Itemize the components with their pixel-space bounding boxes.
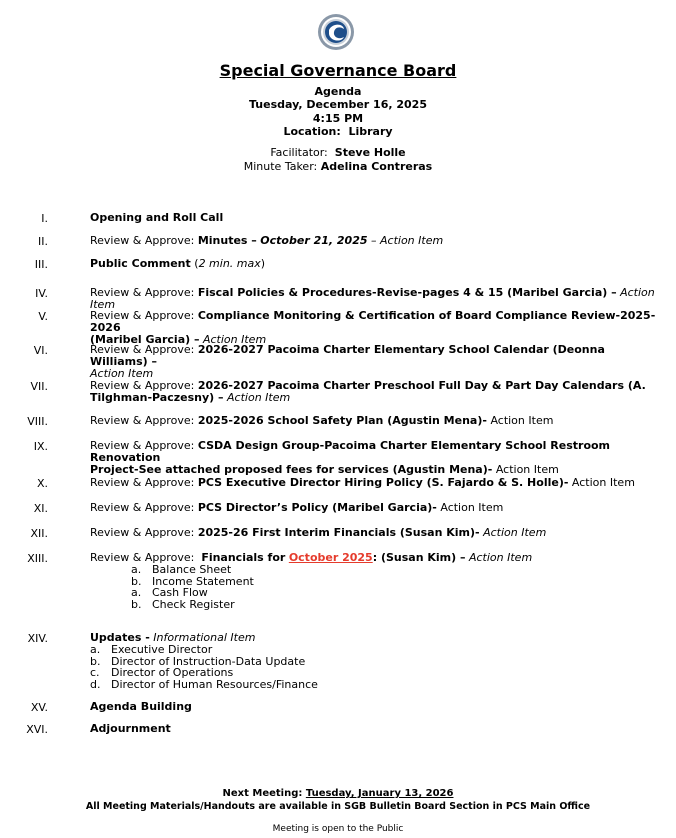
subitem-balance-sheet: Balance Sheet: [152, 563, 232, 576]
agenda-item-updates: Updates - Informational Item: [90, 631, 256, 644]
subitem-letter: b.: [131, 575, 142, 588]
agenda-item-adjournment: Adjournment: [90, 722, 171, 735]
page-title: Special Governance Board: [219, 61, 457, 80]
meeting-location: Location: Library: [283, 125, 393, 138]
subitem-letter: a.: [131, 563, 142, 576]
subitem-letter: a.: [90, 643, 101, 656]
agenda-item-ed-hiring-policy: Review & Approve: PCS Executive Director Hiring Policy (S. Fajardo & S. Holle)- Action Item: [90, 476, 635, 489]
facilitator: Facilitator: Steve Holle: [270, 146, 406, 159]
agenda-item-opening: Opening and Roll Call: [90, 211, 224, 224]
school-seal-logo: [317, 13, 355, 51]
subitem-director-operations: Director of Operations: [111, 666, 234, 679]
agenda-item-compliance: Review & Approve: Compliance Monitoring & Certification of Board Compliance Review-2025-2026 (Maribel Garcia) – Action Item: [90, 309, 656, 346]
agenda-item-minutes: Review & Approve: Minutes – October 21, 2025 – Action Item: [90, 234, 444, 247]
item-number: XI.: [33, 502, 48, 515]
item-number: V.: [38, 310, 48, 323]
next-meeting: Next Meeting: Tuesday, January 13, 2026: [222, 788, 454, 799]
agenda-item-first-interim: Review & Approve: 2025-26 First Interim Financials (Susan Kim)- Action Item: [90, 526, 547, 539]
agenda-item-elementary-calendar: Review & Approve: 2026-2027 Pacoima Charter Elementary School Calendar (Deonna Williams) – Action Item: [90, 343, 605, 380]
agenda-item-directors-policy: Review & Approve: PCS Director’s Policy (Maribel Garcia)- Action Item: [90, 501, 504, 514]
agenda-item-public-comment: Public Comment (2 min. max): [90, 257, 266, 270]
document-type: Agenda: [314, 85, 362, 98]
minute-taker: Minute Taker: Adelina Contreras: [243, 160, 433, 173]
subitem-letter: c.: [90, 666, 100, 679]
materials-note: All Meeting Materials/Handouts are available in SGB Bulletin Board Section in PCS Main Office: [85, 801, 591, 812]
item-number: II.: [38, 235, 48, 248]
item-number: VI.: [33, 344, 48, 357]
item-number: IX.: [33, 440, 48, 453]
subitem-letter: b.: [131, 598, 142, 611]
meeting-date: Tuesday, December 16, 2025: [249, 98, 427, 111]
item-number: X.: [36, 477, 48, 490]
agenda-item-agenda-building: Agenda Building: [90, 700, 192, 713]
subitem-letter: a.: [131, 586, 142, 599]
subitem-income-statement: Income Statement: [152, 575, 254, 588]
item-number: XVI.: [26, 723, 48, 736]
item-number: XV.: [30, 701, 48, 714]
item-number: I.: [41, 212, 48, 225]
item-number: XII.: [30, 527, 48, 540]
meeting-time: 4:15 PM: [312, 112, 364, 125]
agenda-item-restroom-renovation: Review & Approve: CSDA Design Group-Pacoima Charter Elementary School Restroom Renovation Project-See attached proposed fees for services (Agustin Mena)- Action Item: [90, 439, 611, 476]
agenda-item-preschool-calendar: Review & Approve: 2026-2027 Pacoima Charter Preschool Full Day & Part Day Calendars (A. Tilghman-Paczesny) – Action Item: [90, 379, 646, 404]
item-number: XIII.: [27, 552, 48, 565]
agenda-item-financials: Review & Approve: Financials for October 2025: (Susan Kim) – Action Item: [90, 551, 533, 564]
subitem-cash-flow: Cash Flow: [152, 586, 208, 599]
item-number: VIII.: [27, 415, 48, 428]
subitem-letter: b.: [90, 655, 101, 668]
subitem-executive-director: Executive Director: [111, 643, 213, 656]
subitem-director-instruction: Director of Instruction-Data Update: [111, 655, 306, 668]
item-number: IV.: [35, 287, 48, 300]
subitem-letter: d.: [90, 678, 101, 691]
subitem-director-hr-finance: Director of Human Resources/Finance: [111, 678, 318, 691]
item-number: XIV.: [27, 632, 48, 645]
school-eagle-seal-icon: [317, 13, 355, 51]
highlighted-month: October 2025: [288, 551, 373, 564]
item-number: VII.: [30, 380, 48, 393]
agenda-item-safety-plan: Review & Approve: 2025-2026 School Safety Plan (Agustin Mena)- Action Item: [90, 414, 554, 427]
item-number: III.: [34, 258, 48, 271]
subitem-check-register: Check Register: [152, 598, 235, 611]
public-note: Meeting is open to the Public: [272, 824, 404, 834]
agenda-item-fiscal-policies: Review & Approve: Fiscal Policies & Procedures-Revise-pages 4 & 15 (Maribel Garcia) – Action Item: [90, 286, 655, 311]
